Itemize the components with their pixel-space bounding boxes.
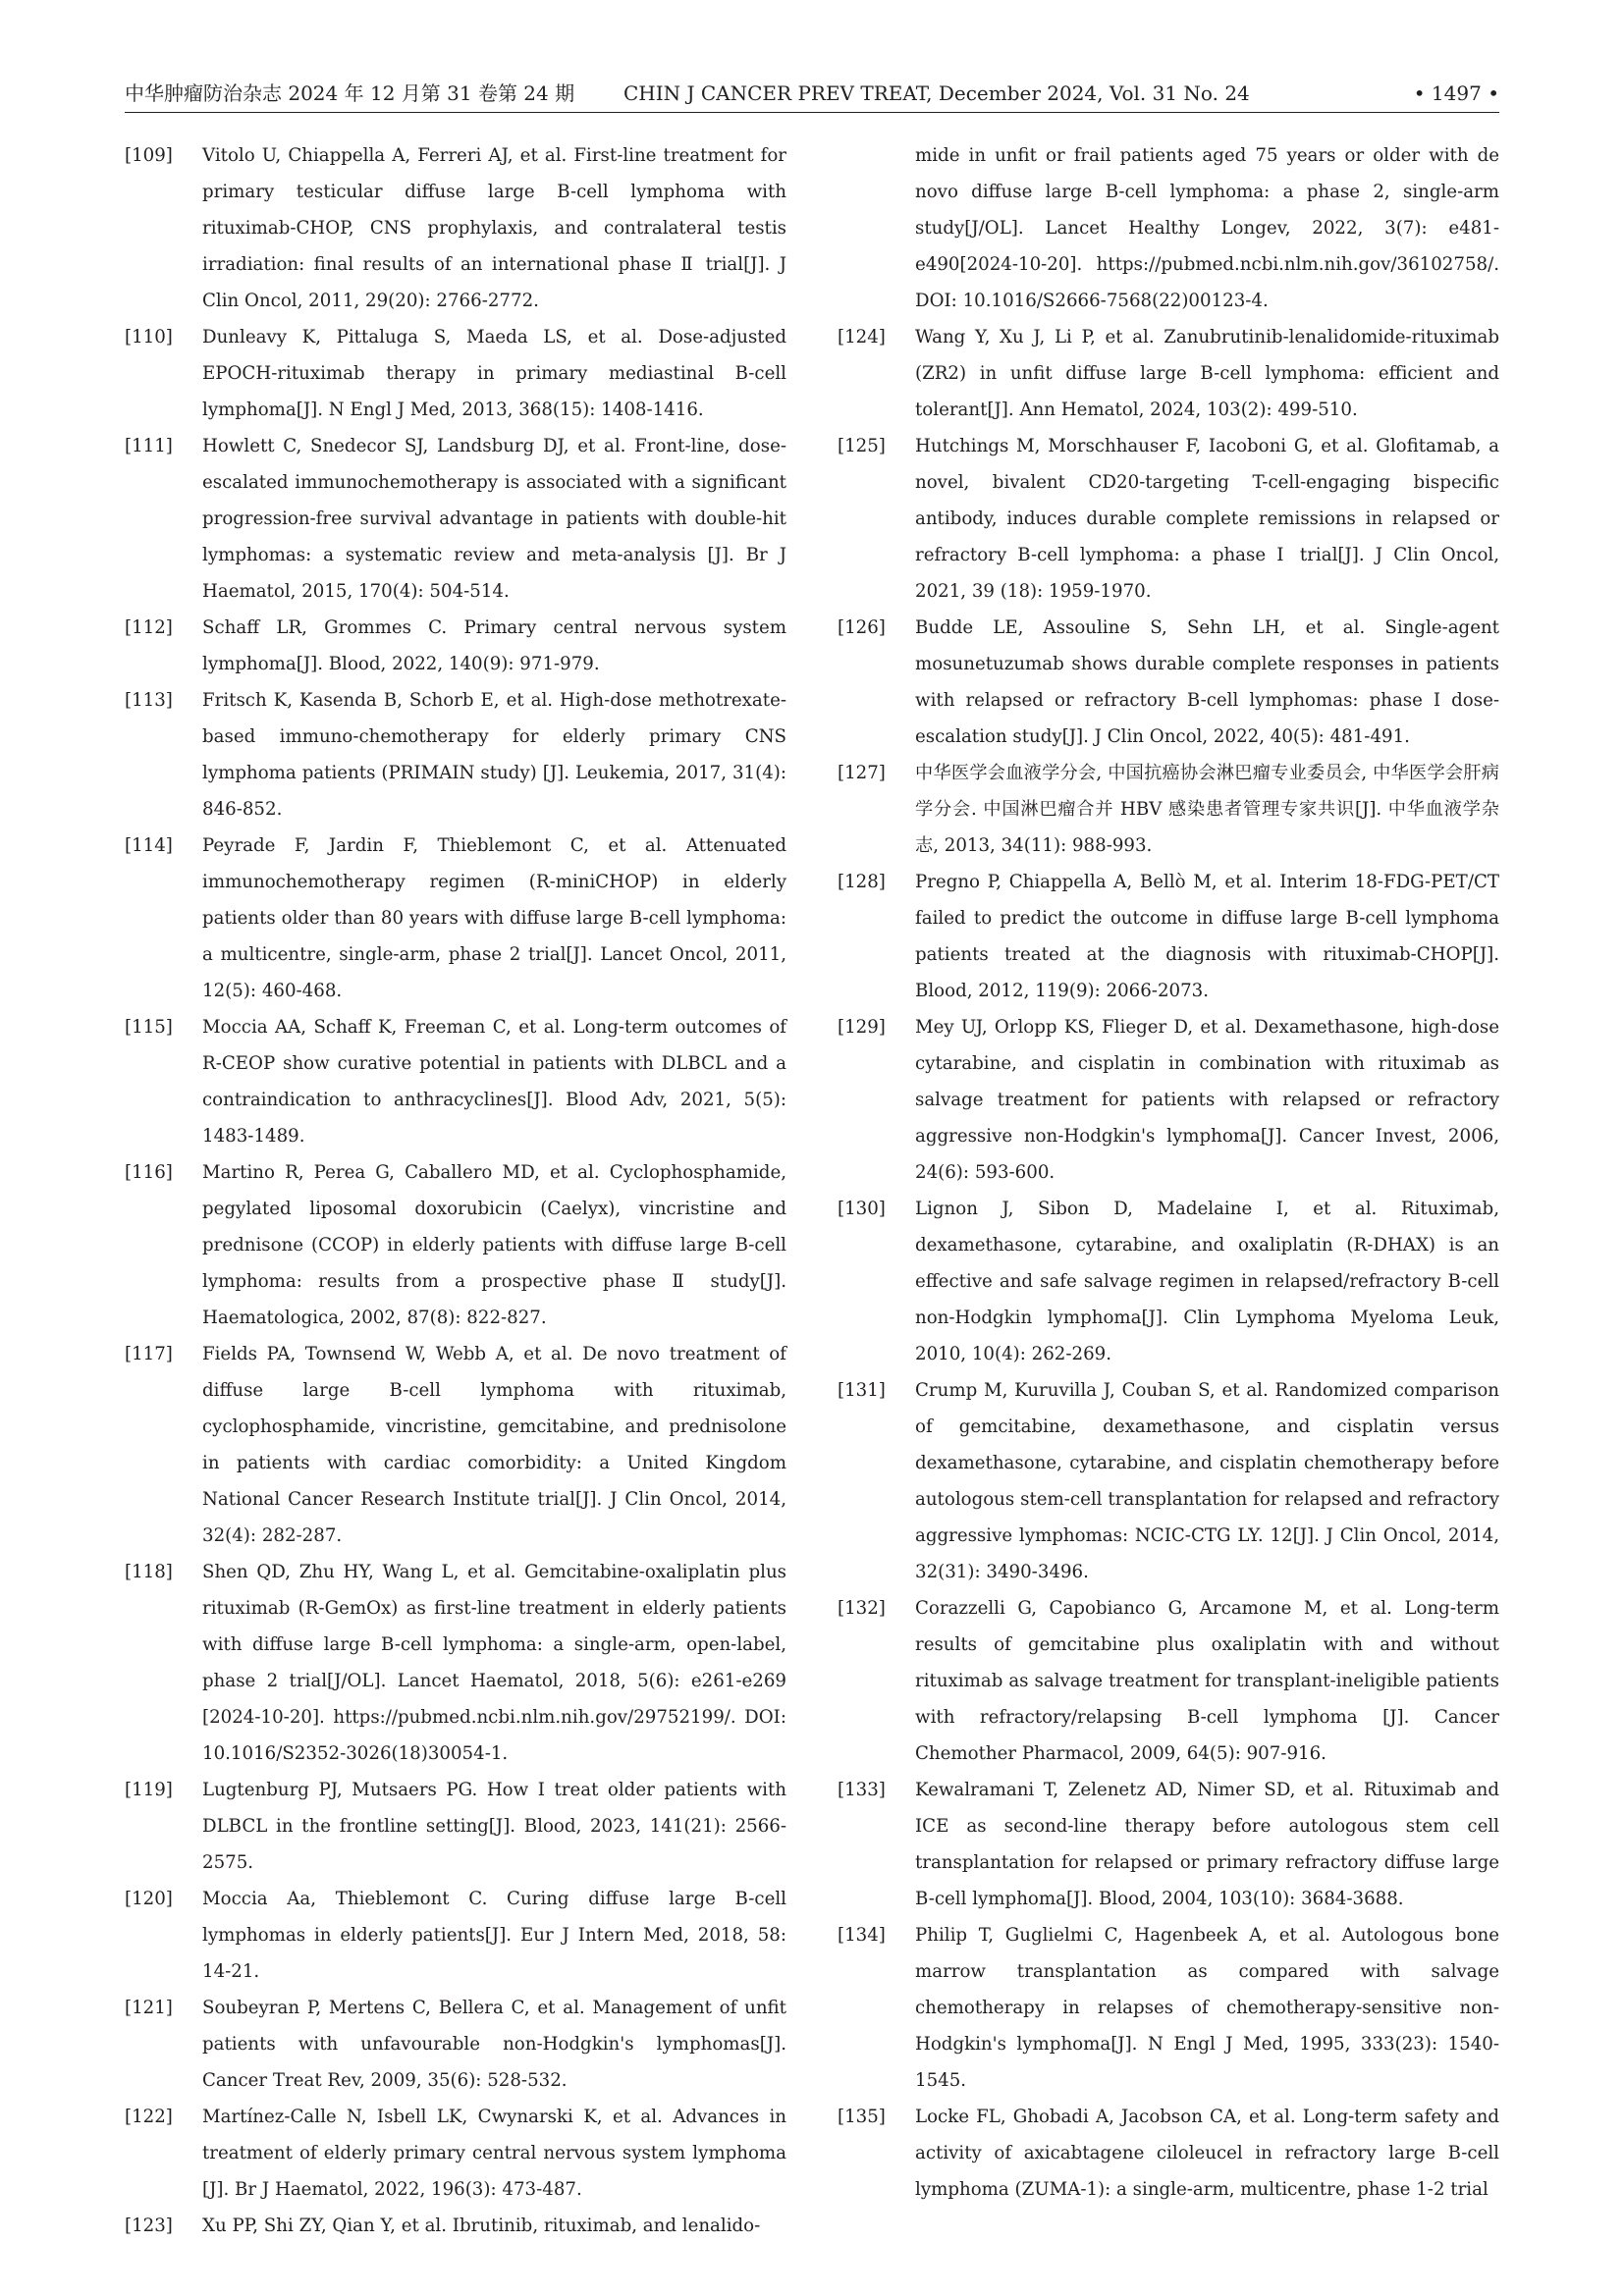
reference-item <box>125 1554 786 1772</box>
reference-text: Moccia AA, Schaff K, Freeman C, et al. Long-term outcomes of R-CEOP show curative potential in patients with DLBCL and a contraindication to anthracyclines[J]. Blood Adv, 2021, 5(5): 1483-1489. <box>202 1017 786 1147</box>
reference-text: Locke FL, Ghobadi A, Jacobson CA, et al. Long-term safety and activity of axicabtagene ciloleucel in refractory large B-cell lymphoma (ZUMA-1): a single-arm, multicentre, phase 1-2 trial <box>915 2107 1499 2200</box>
reference-number: [114] <box>125 835 173 856</box>
reference-text: Wang Y, Xu J, Li P, et al. Zanubrutinib-lenalidomide-rituximab (ZR2) in unfit diffuse large B-cell lymphoma: efficient and tolerant[J]. Ann Hematol, 2024, 103(2): 499-510. <box>915 327 1499 420</box>
reference-text: Lugtenburg PJ, Mutsaers PG. How I treat older patients with DLBCL in the frontline setting[J]. Blood, 2023, 141(21): 2566-2575. <box>202 1780 786 1873</box>
reference-text: Fields PA, Townsend W, Webb A, et al. De novo treatment of diffuse large B-cell lymphoma with rituximab, cyclophosphamide, vincristine, gemcitabine, and prednisolone in patients with cardiac comorbidity: a United Kingdom National Cancer Research Institute trial[J]. J Clin Oncol, 2014, 32(4): 282-287. <box>202 1344 786 1546</box>
reference-item <box>838 1917 1499 2099</box>
reference-text: Martínez-Calle N, Isbell LK, Cwynarski K, et al. Advances in treatment of elderly primary central nervous system lymphoma [J]. Br J Haematol, 2022, 196(3): 473-487. <box>202 2107 786 2200</box>
reference-text: Hutchings M, Morschhauser F, Iacoboni G, et al. Glofitamab, a novel, bivalent CD20-targeting T-cell-engaging bispecific antibody, induces durable complete remissions in relapsed or refractory B-cell lymphoma: a phase Ⅰ trial[J]. J Clin Oncol, 2021, 39 (18): 1959-1970. <box>915 436 1499 602</box>
reference-text: Soubeyran P, Mertens C, Bellera C, et al. Management of unfit patients with unfavourable non-Hodgkin's lymphomas[J]. Cancer Treat Rev, 2009, 35(6): 528-532. <box>202 1998 786 2091</box>
reference-text: Mey UJ, Orlopp KS, Flieger D, et al. Dexamethasone, high-dose cytarabine, and cisplatin in combination with rituximab as salvage treatment for patients with relapsed or refractory aggressive non-Hodgkin's lymphoma[J]. Cancer Invest, 2006, 24(6): 593-600. <box>915 1017 1499 1183</box>
reference-text: Martino R, Perea G, Caballero MD, et al. Cyclophosphamide, pegylated liposomal doxorubicin (Caelyx), vincristine and prednisone (CCOP) in elderly patients with diffuse large B-cell lymphoma: results from a prospective phase Ⅱ study[J]. Haematologica, 2002, 87(8): 822-827. <box>202 1162 786 1328</box>
reference-text: Kewalramani T, Zelenetz AD, Nimer SD, et al. Rituximab and ICE as second-line therapy before autologous stem cell transplantation for relapsed or primary refractory diffuse large B-cell lymphoma[J]. Blood, 2004, 103(10): 3684-3688. <box>915 1780 1499 1909</box>
reference-number: [112] <box>125 617 173 638</box>
reference-item <box>838 428 1499 610</box>
reference-number: [125] <box>838 436 886 456</box>
reference-text: Crump M, Kuruvilla J, Couban S, et al. Randomized comparison of gemcitabine, dexamethasone, and cisplatin versus dexamethasone, cytarabine, and cisplatin chemotherapy before autologous stem-cell transplantation for relapsed and refractory aggressive lymphomas: NCIC-CTG LY. 12[J]. J Clin Oncol, 2014, 32(31): 3490-3496. <box>915 1380 1499 1582</box>
reference-item <box>838 610 1499 755</box>
reference-number: [117] <box>125 1344 173 1364</box>
reference-number: [123] <box>125 2216 173 2236</box>
journal-title-english: CHIN J CANCER PREV TREAT, December 2024, Vol. 31 No. 24 <box>623 81 1250 105</box>
reference-number: [121] <box>125 1998 173 2018</box>
reference-item <box>125 1881 786 1990</box>
reference-number: [135] <box>838 2107 886 2127</box>
reference-text: Corazzelli G, Capobianco G, Arcamone M, et al. Long-term results of gemcitabine plus oxaliplatin with and without rituximab as salvage treatment for transplant-ineligible patients with refractory/relapsing B-cell lymphoma [J]. Cancer Chemother Pharmacol, 2009, 64(5): 907-916. <box>915 1598 1499 1764</box>
reference-item <box>125 428 786 610</box>
reference-number: [110] <box>125 327 173 347</box>
reference-item <box>838 1772 1499 1917</box>
reference-text: 中华医学会血液学分会, 中国抗癌协会淋巴瘤专业委员会, 中华医学会肝病学分会. 中国淋巴瘤合并 HBV 感染患者管理专家共识[J]. 中华血液学杂志, 2013, 34(11): 988-993. <box>915 763 1499 856</box>
reference-item <box>838 1009 1499 1191</box>
reference-text: Philip T, Guglielmi C, Hagenbeek A, et al. Autologous bone marrow transplantation as compared with salvage chemotherapy in relapses of chemotherapy-sensitive non-Hodgkin's lymphoma[J]. N Engl J Med, 1995, 333(23): 1540-1545. <box>915 1925 1499 2091</box>
reference-item <box>125 1990 786 2099</box>
reference-number: [131] <box>838 1380 886 1401</box>
reference-item <box>838 1191 1499 1372</box>
reference-text: Fritsch K, Kasenda B, Schorb E, et al. High-dose methotrexate-based immuno-chemotherapy for elderly primary CNS lymphoma patients (PRIMAIN study) [J]. Leukemia, 2017, 31(4): 846-852. <box>202 690 786 820</box>
reference-number: [128] <box>838 872 886 892</box>
reference-text: mide in unfit or frail patients aged 75 years or older with de novo diffuse large B-cell lymphoma: a phase 2, single-arm study[J/OL]. Lancet Healthy Longev, 2022, 3(7): e481-e490[2024-10-20]. https://pubmed.ncbi.nlm.nih.gov/36102758/. DOI: 10.1016/S2666-7568(22)00123-4. <box>915 145 1499 311</box>
reference-number: [109] <box>125 145 173 166</box>
journal-title-chinese: 中华肿瘤防治杂志 2024 年 12 月第 31 卷第 24 期 <box>125 81 575 105</box>
reference-item <box>125 610 786 682</box>
reference-item <box>125 1009 786 1154</box>
header-divider <box>125 112 1499 113</box>
page-number: • 1497 • <box>1413 81 1499 105</box>
reference-text: Moccia Aa, Thieblemont C. Curing diffuse large B-cell lymphomas in elderly patients[J]. Eur J Intern Med, 2018, 58: 14-21. <box>202 1889 786 1982</box>
reference-text: Xu PP, Shi ZY, Qian Y, et al. Ibrutinib, rituximab, and lenalido- <box>202 2216 761 2236</box>
references-column-right <box>838 137 1499 2208</box>
reference-item <box>838 1590 1499 1772</box>
reference-item <box>838 2099 1499 2208</box>
reference-item <box>125 828 786 1009</box>
reference-item <box>838 137 1499 319</box>
reference-item <box>838 755 1499 864</box>
reference-item <box>838 864 1499 1009</box>
reference-number: [130] <box>838 1199 886 1219</box>
reference-number: [127] <box>838 763 886 783</box>
reference-number: [113] <box>125 690 173 711</box>
reference-text: Pregno P, Chiappella A, Bellò M, et al. Interim 18-FDG-PET/CT failed to predict the outcome in diffuse large B-cell lymphoma patients treated at the diagnosis with rituximab-CHOP[J]. Blood, 2012, 119(9): 2066-2073. <box>915 872 1499 1001</box>
reference-item <box>125 137 786 319</box>
reference-number: [132] <box>838 1598 886 1619</box>
reference-item <box>125 1336 786 1554</box>
reference-number: [133] <box>838 1780 886 1800</box>
reference-item <box>125 1772 786 1881</box>
reference-item <box>838 1372 1499 1590</box>
reference-text: Vitolo U, Chiappella A, Ferreri AJ, et al. First-line treatment for primary testicular diffuse large B-cell lymphoma with rituximab-CHOP, CNS prophylaxis, and contralateral testis irradiation: final results of an international phase Ⅱ trial[J]. J Clin Oncol, 2011, 29(20): 2766-2772. <box>202 145 786 311</box>
running-header <box>125 77 1499 110</box>
reference-number: [111] <box>125 436 173 456</box>
reference-text: Shen QD, Zhu HY, Wang L, et al. Gemcitabine-oxaliplatin plus rituximab (R-GemOx) as first-line treatment in elderly patients with diffuse large B-cell lymphoma: a single-arm, open-label, phase 2 trial[J/OL]. Lancet Haematol, 2018, 5(6): e261-e269 [2024-10-20]. https://pubmed.ncbi.nlm.nih.gov/29752199/. DOI: 10.1016/S2352-3026(18)30054-1. <box>202 1562 786 1764</box>
reference-number: [116] <box>125 1162 173 1183</box>
reference-item <box>125 2099 786 2208</box>
reference-text: Schaff LR, Grommes C. Primary central nervous system lymphoma[J]. Blood, 2022, 140(9): 971-979. <box>202 617 786 674</box>
reference-number: [134] <box>838 1925 886 1946</box>
references-column-left <box>125 137 786 2244</box>
reference-text: Howlett C, Snedecor SJ, Landsburg DJ, et al. Front-line, dose-escalated immunochemotherapy is associated with a significant progression-free survival advantage in patients with double-hit lymphomas: a systematic review and meta-analysis [J]. Br J Haematol, 2015, 170(4): 504-514. <box>202 436 786 602</box>
reference-item <box>838 319 1499 428</box>
reference-text: Peyrade F, Jardin F, Thieblemont C, et al. Attenuated immunochemotherapy regimen (R-miniCHOP) in elderly patients older than 80 years with diffuse large B-cell lymphoma: a multicentre, single-arm, phase 2 trial[J]. Lancet Oncol, 2011, 12(5): 460-468. <box>202 835 786 1001</box>
reference-item <box>125 1154 786 1336</box>
reference-text: Dunleavy K, Pittaluga S, Maeda LS, et al. Dose-adjusted EPOCH-rituximab therapy in primary mediastinal B-cell lymphoma[J]. N Engl J Med, 2013, 368(15): 1408-1416. <box>202 327 786 420</box>
reference-number: [118] <box>125 1562 173 1582</box>
reference-text: Budde LE, Assouline S, Sehn LH, et al. Single-agent mosunetuzumab shows durable complete responses in patients with relapsed or refractory B-cell lymphomas: phase I dose-escalation study[J]. J Clin Oncol, 2022, 40(5): 481-491. <box>915 617 1499 747</box>
reference-number: [129] <box>838 1017 886 1038</box>
reference-number: [120] <box>125 1889 173 1909</box>
reference-number: [122] <box>125 2107 173 2127</box>
reference-number: [119] <box>125 1780 173 1800</box>
reference-number: [126] <box>838 617 886 638</box>
reference-item <box>125 2208 786 2244</box>
reference-item <box>125 682 786 828</box>
reference-item <box>125 319 786 428</box>
reference-number: [115] <box>125 1017 173 1038</box>
reference-text: Lignon J, Sibon D, Madelaine I, et al. Rituximab, dexamethasone, cytarabine, and oxaliplatin (R-DHAX) is an effective and safe salvage regimen in relapsed/refractory B-cell non-Hodgkin lymphoma[J]. Clin Lymphoma Myeloma Leuk, 2010, 10(4): 262-269. <box>915 1199 1499 1364</box>
reference-number: [124] <box>838 327 886 347</box>
